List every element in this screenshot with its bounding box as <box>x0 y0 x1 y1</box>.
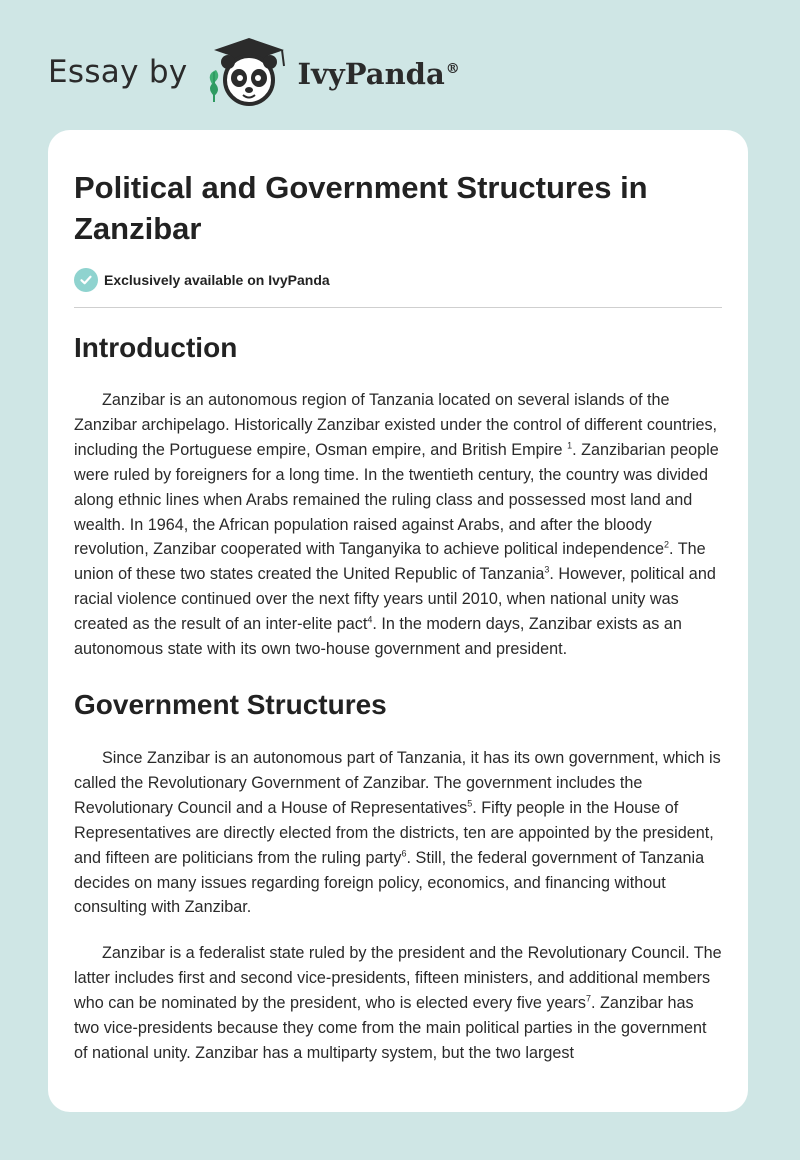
section-heading-government-structures: Government Structures <box>74 688 387 720</box>
footnote-ref[interactable]: 7 <box>586 993 592 1004</box>
paragraph: Zanzibar is an autonomous region of Tanzania located on several islands of the Zanzibar archipelago. Historically Zanzibar existed under the control of different countries, including the Portuguese empire, Osman empire, and British Empire $^1$. Zanzibarian people were ruled by foreigners for a long time. In the twentieth century, the country was divided along ethnic lines when Arabs remained the ruling class and possessed most land and wealth. In 1964, the African population raised against Arabs, and after the bloody revolution, Zanzibar cooperated with Tanganyika to achieve political independence$^2$. The union of these two states created the United Republic of Tanzania$^3$. However, political and racial violence continued over the next fifty years until 2010, when national unity was created as the result of an inter-elite pact$^4$. In the modern days, Zanzibar exists as an autonomous state with its own two-house government and president. <box>74 391 719 659</box>
site-header <box>48 36 460 108</box>
registered-mark: ® <box>445 61 460 78</box>
paragraph: Zanzibar is a federalist state ruled by the president and the Revolutionary Council. The latter includes first and second vice-presidents, fifteen ministers, and additional members who can be nominated by the president, who is elected every five years$^7$. Zanzibar has two vice-presidents because they come from the main political parties in the government of national unity. Zanzibar has a multiparty system, but the two largest <box>74 944 722 1062</box>
paragraph: Since Zanzibar is an autonomous part of Tanzania, it has its own government, which is called the Revolutionary Government of Zanzibar. The government includes the Revolutionary Council and a House of Representatives$^5$. Fifty people in the House of Representatives are directly elected from the districts, ten are appointed by the president, and fifteen are politicians from the ruling party$^6$. Still, the federal government of Tanzania decides on many issues regarding foreign policy, economics, and financing without consulting with Zanzibar. <box>74 748 721 917</box>
footnote-ref[interactable]: 1 <box>567 440 573 451</box>
footnote-ref[interactable]: 6 <box>401 848 407 859</box>
panda-graduate-logo-icon[interactable] <box>204 36 294 108</box>
footnote-ref[interactable]: 5 <box>467 798 473 809</box>
check-circle-icon <box>74 268 98 292</box>
exclusive-badge-label: Exclusively available on IvyPanda <box>104 272 330 288</box>
essay-by-label: Essay by <box>48 54 188 90</box>
brand-text: IvyPanda <box>297 57 445 91</box>
brand-name[interactable] <box>298 57 460 91</box>
page-title: Political and Government Structures in Zanzibar <box>74 170 648 246</box>
footnote-ref[interactable]: 4 <box>367 614 373 625</box>
footnote-ref[interactable]: 2 <box>664 540 670 551</box>
section-heading-introduction: Introduction <box>74 332 238 363</box>
divider <box>74 307 722 308</box>
essay-card <box>48 130 748 1112</box>
footnote-ref[interactable]: 3 <box>544 564 550 575</box>
exclusive-badge <box>74 268 722 292</box>
